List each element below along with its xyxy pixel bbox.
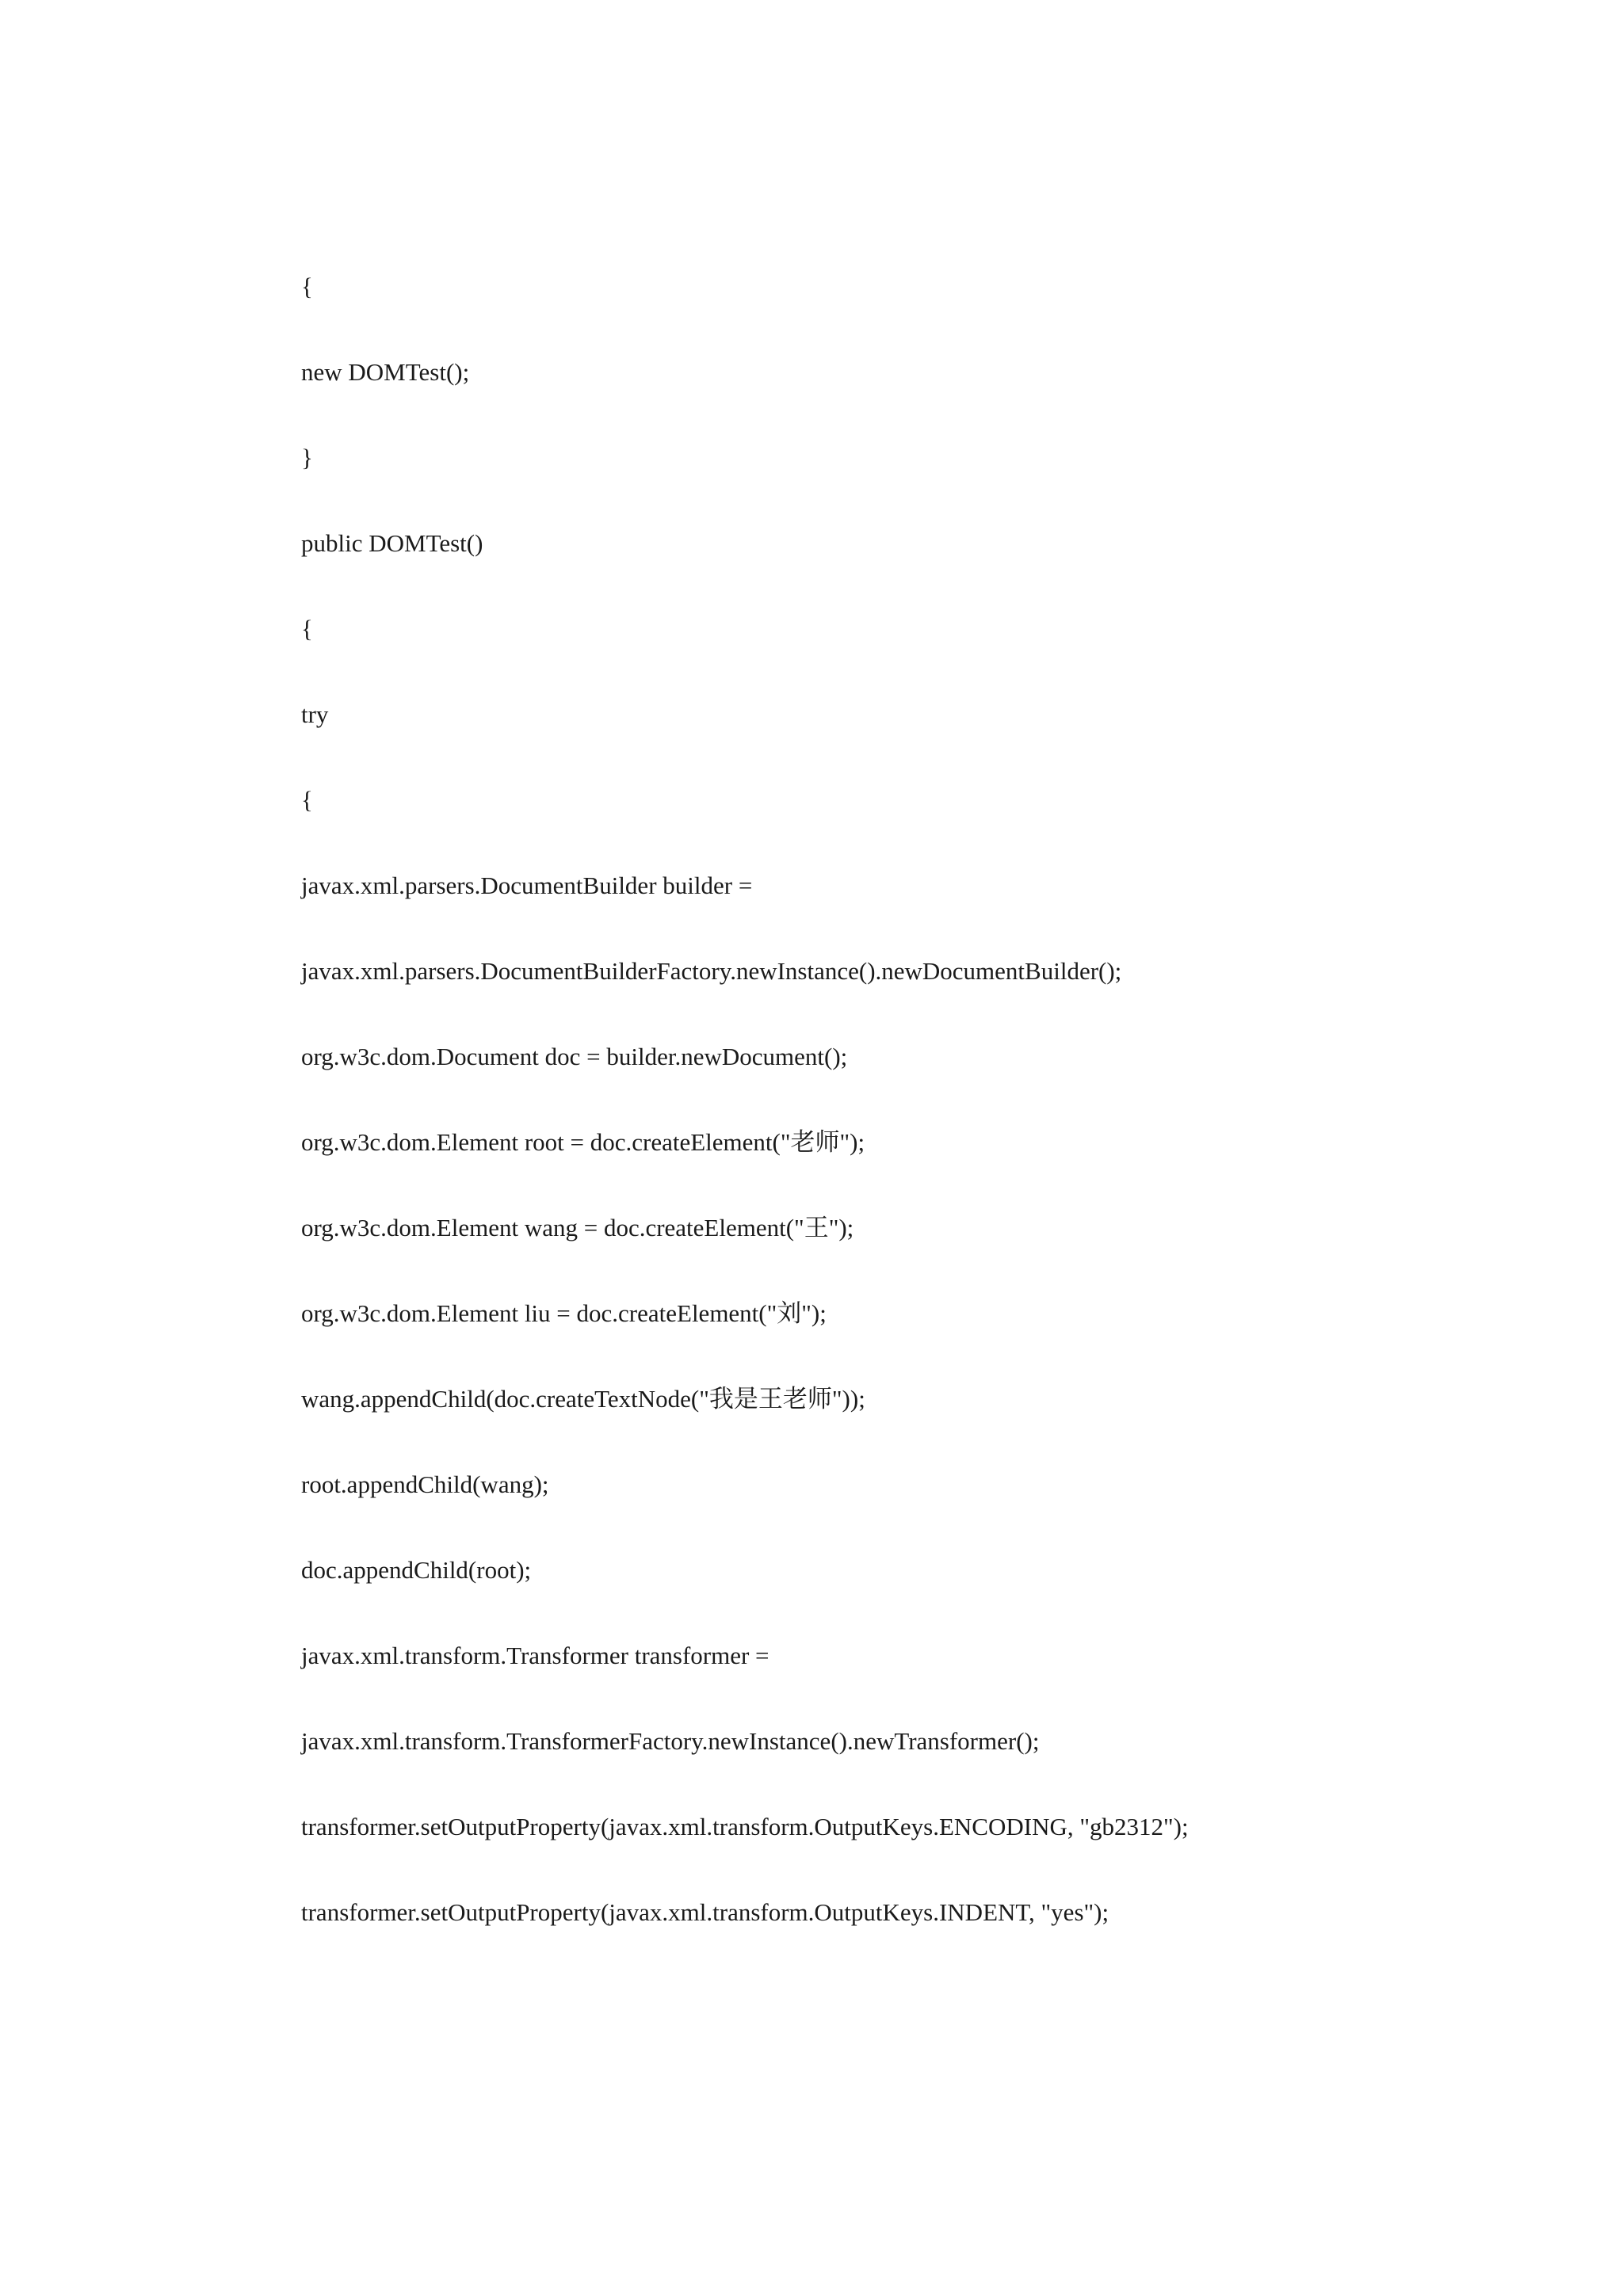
code-line: transformer.setOutputProperty(javax.xml.transform.OutputKeys.INDENT, "yes"); — [301, 1898, 1109, 1926]
code-line: try — [301, 700, 329, 728]
code-line: { — [301, 615, 313, 643]
code-line: transformer.setOutputProperty(javax.xml.transform.OutputKeys.ENCODING, "gb2312"); — [301, 1813, 1189, 1840]
code-line: new DOMTest(); — [301, 358, 470, 386]
code-line: root.appendChild(wang); — [301, 1470, 549, 1498]
code-line: public DOMTest() — [301, 529, 483, 557]
code-line: wang.appendChild(doc.createTextNode("我是王老师")); — [301, 1385, 865, 1413]
code-line: } — [301, 444, 313, 471]
code-line: javax.xml.parsers.DocumentBuilder builder = — [301, 871, 753, 899]
code-line: { — [301, 273, 313, 300]
code-line: org.w3c.dom.Element liu = doc.createElement("刘"); — [301, 1299, 827, 1327]
code-line: javax.xml.parsers.DocumentBuilderFactory.newInstance().newDocumentBuilder(); — [301, 957, 1122, 985]
code-line: org.w3c.dom.Element wang = doc.createElement("王"); — [301, 1214, 854, 1241]
code-listing — [301, 266, 1189, 1978]
code-line: { — [301, 786, 313, 814]
code-line: org.w3c.dom.Element root = doc.createElement("老师"); — [301, 1128, 865, 1156]
code-line: javax.xml.transform.TransformerFactory.newInstance().newTransformer(); — [301, 1727, 1040, 1755]
code-line: org.w3c.dom.Document doc = builder.newDocument(); — [301, 1043, 848, 1070]
code-line: javax.xml.transform.Transformer transformer = — [301, 1642, 769, 1669]
code-line: doc.appendChild(root); — [301, 1556, 532, 1584]
